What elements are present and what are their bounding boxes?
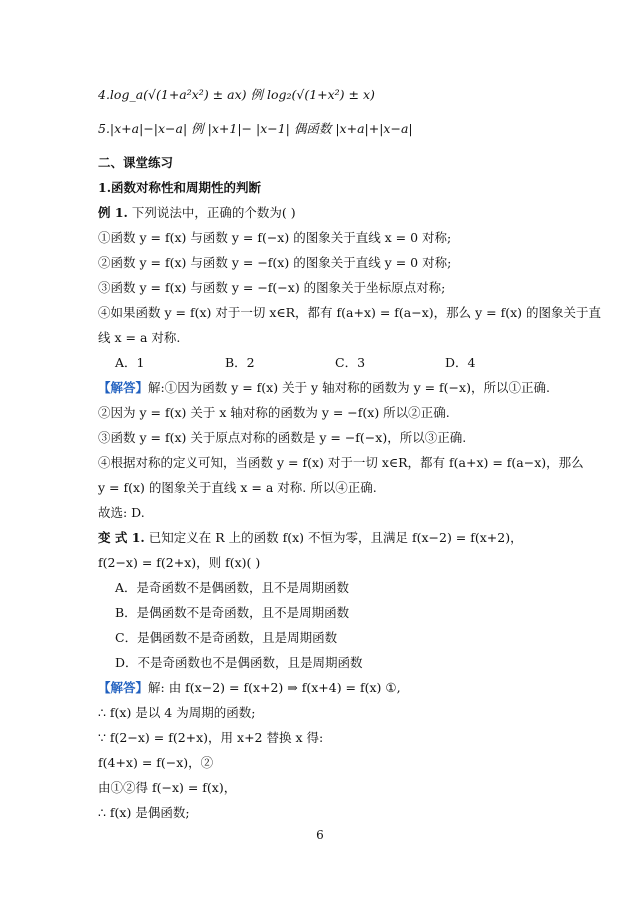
choice-c: C．3 <box>335 355 366 370</box>
choice-d: D．4 <box>445 355 476 370</box>
solution-1-line: ③函数 y = f(x) 关于原点对称的函数是 y = −f(−x)，所以③正确. <box>98 430 467 445</box>
solution-1-answer: 故选: D. <box>98 505 145 520</box>
solution-1-line: ②因为 y = f(x) 关于 x 轴对称的函数为 y = −f(x) 所以②正确. <box>98 405 450 420</box>
example-1-stem: 例 1. 下列说法中，正确的个数为( ) <box>98 205 296 220</box>
variant-1-stem: 变 式 1. 已知定义在 R 上的函数 f(x) 不恒为零，且满足 f(x−2) = f(x+2)， <box>98 530 523 545</box>
formula-4: 4.log_a(√(1+a²x²) ± ax) 例 log₂(√(1+x²) ± x) <box>98 87 375 102</box>
solution-2-line: 【解答】解: 由 f(x−2) = f(x+2) ⇒ f(x+4) = f(x) ①, <box>98 680 401 695</box>
solution-2-line: ∴ f(x) 是以 4 为周期的函数; <box>98 705 256 720</box>
solution-tag: 【解答】 <box>98 380 149 395</box>
variant-1-label: 变 式 1. <box>98 530 145 545</box>
solution-2-line: ∴ f(x) 是偶函数; <box>98 805 190 820</box>
choice-b: B．2 <box>225 355 255 370</box>
variant-1-option-c: C．是偶函数不是奇函数，且是周期函数 <box>115 630 338 645</box>
solution-2-line: f(4+x) = f(−x)，② <box>98 755 214 770</box>
choice-a: A．1 <box>115 355 145 370</box>
variant-1-option-b: B．是偶函数不是奇函数，且不是周期函数 <box>115 605 350 620</box>
solution-2-line: 由①②得 f(−x) = f(x)， <box>98 780 237 795</box>
variant-1-option-d: D．不是奇函数也不是偶函数，且是周期函数 <box>115 655 363 670</box>
example-1-item: ②函数 y = f(x) 与函数 y = −f(x) 的图象关于直线 y = 0 对称; <box>98 255 452 270</box>
example-1-item: ①函数 y = f(x) 与函数 y = f(−x) 的图象关于直线 x = 0 对称; <box>98 230 452 245</box>
solution-2-line: ∵ f(2−x) = f(2+x)，用 x+2 替换 x 得: <box>98 730 324 745</box>
section-subtitle: 1.函数对称性和周期性的判断 <box>98 180 262 195</box>
example-1-choices <box>115 355 555 371</box>
example-1-item: ④如果函数 y = f(x) 对于一切 x∈R，都有 f(a+x) = f(a−x)，那么 y = f(x) 的图象关于直 <box>98 305 602 320</box>
solution-1-line: y = f(x) 的图象关于直线 x = a 对称. 所以④正确. <box>98 480 377 495</box>
formula-5: 5.|x+a|−|x−a| 例 |x+1|− |x−1| 偶函数 |x+a|+|x−a| <box>98 121 413 136</box>
example-1-item: ③函数 y = f(x) 与函数 y = −f(−x) 的图象关于坐标原点对称; <box>98 280 446 295</box>
example-1-item: 线 x = a 对称. <box>98 330 181 345</box>
variant-1-stem-cont: f(2−x) = f(2+x)，则 f(x)( ) <box>98 555 261 570</box>
page-number: 6 <box>316 828 324 842</box>
example-1-label: 例 1. <box>98 205 128 220</box>
solution-1-line: 【解答】解:①因为函数 y = f(x) 关于 y 轴对称的函数为 y = f(−x)，所以①正确. <box>98 380 550 395</box>
variant-1-option-a: A．是奇函数不是偶函数，且不是周期函数 <box>115 580 350 595</box>
section-title: 二、课堂练习 <box>98 155 174 170</box>
solution-1-line: ④根据对称的定义可知，当函数 y = f(x) 对于一切 x∈R，都有 f(a+x) = f(a−x)，那么 <box>98 455 584 470</box>
solution-tag: 【解答】 <box>98 680 149 695</box>
